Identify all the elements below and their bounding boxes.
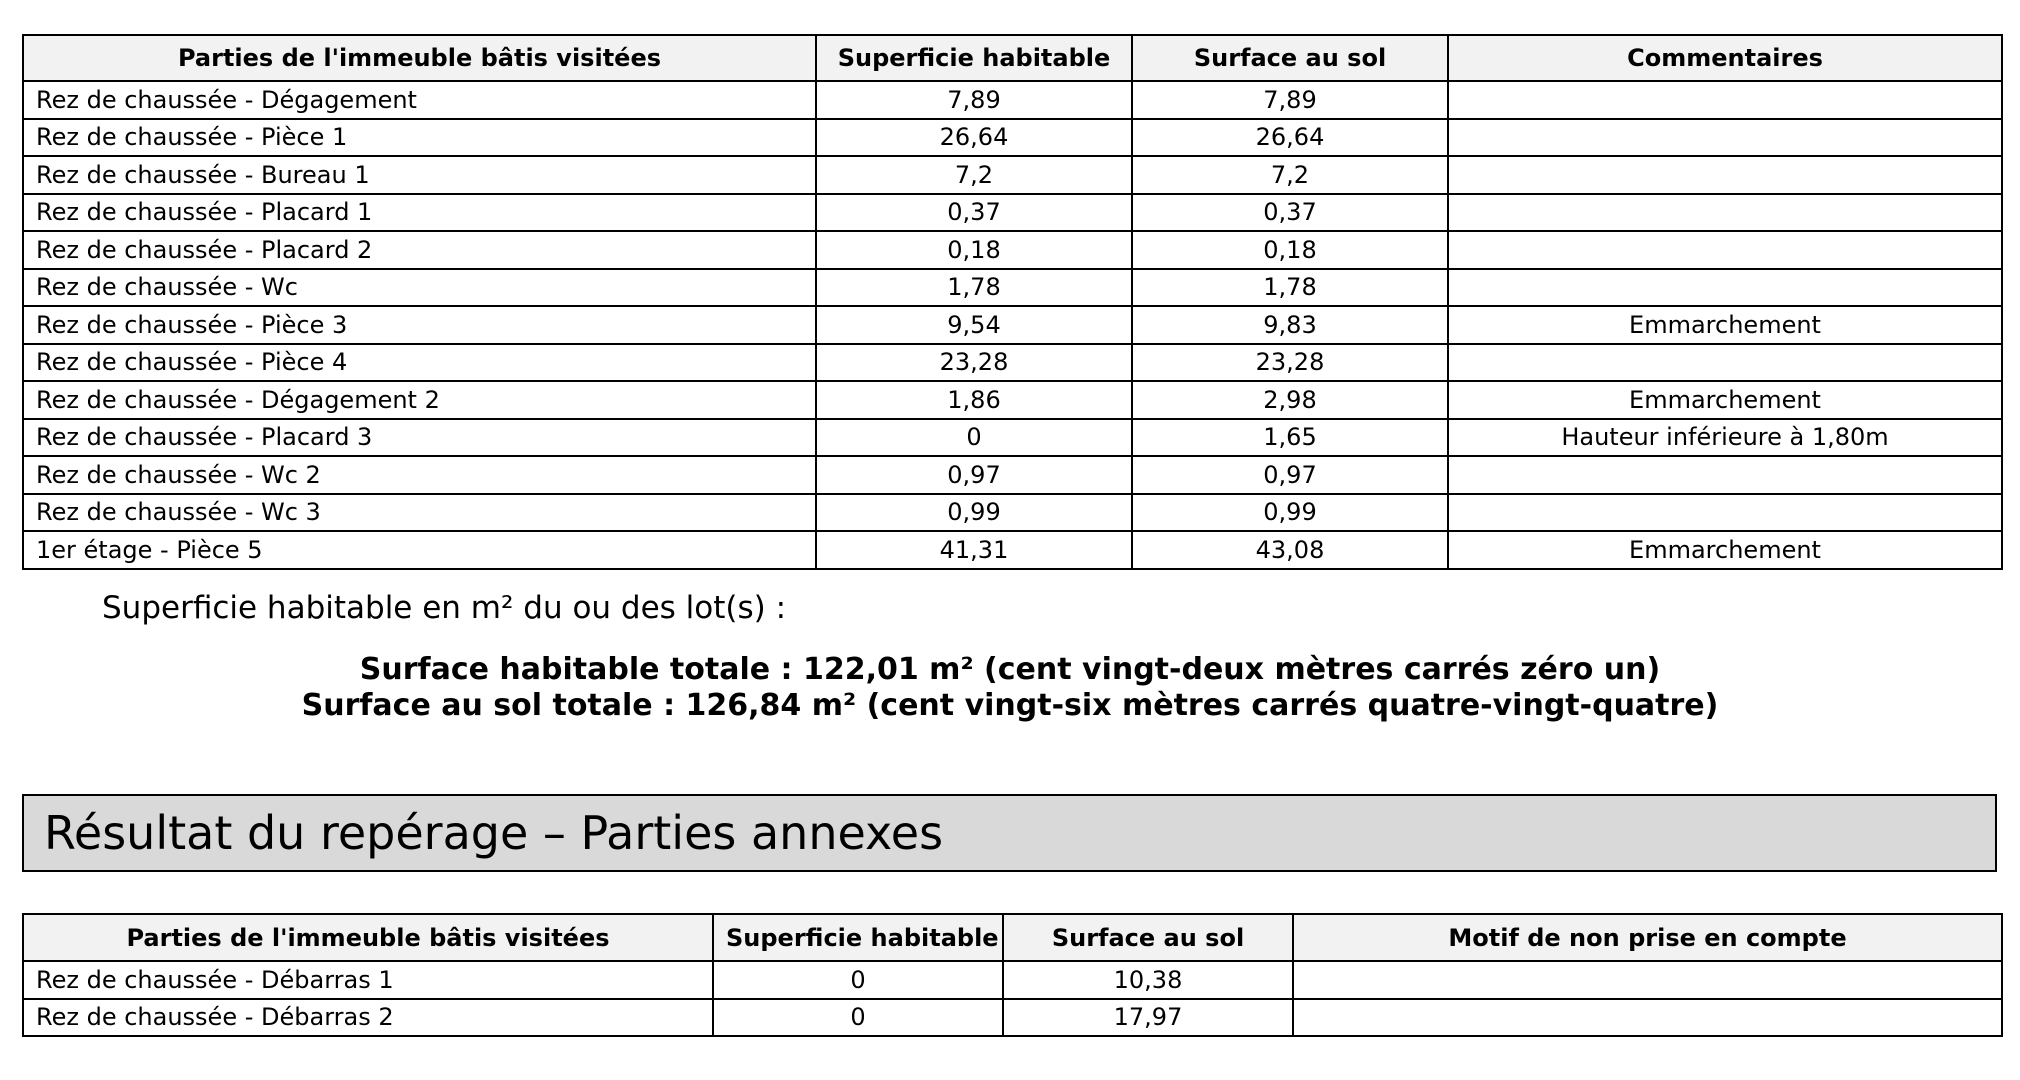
room-name-cell: Rez de chaussée - Bureau 1 [23,156,816,194]
habitable-area-cell: 1,86 [816,381,1132,419]
habitable-area-cell: 0 [816,419,1132,457]
table-row [23,999,2002,1037]
table-row [23,269,2002,307]
habitable-area-cell: 1,78 [816,269,1132,307]
table-row [23,81,2002,119]
habitable-area-cell: 0 [713,961,1003,999]
habitable-area-cell: 0,37 [816,194,1132,232]
floor-area-cell: 9,83 [1132,306,1448,344]
habitable-area-cell: 7,2 [816,156,1132,194]
comment-cell [1448,456,2002,494]
floor-area-cell: 7,89 [1132,81,1448,119]
floor-area-cell: 0,97 [1132,456,1448,494]
floor-area-cell: 23,28 [1132,344,1448,382]
room-name-cell: Rez de chaussée - Pièce 4 [23,344,816,382]
comment-cell [1448,156,2002,194]
habitable-area-cell: 23,28 [816,344,1132,382]
room-name-cell: Rez de chaussée - Pièce 3 [23,306,816,344]
room-name-cell: Rez de chaussée - Débarras 1 [23,961,713,999]
comment-cell: Hauteur inférieure à 1,80m [1448,419,2002,457]
habitable-area-cell: 26,64 [816,119,1132,157]
floor-area-cell: 0,99 [1132,494,1448,532]
room-name-cell: 1er étage - Pièce 5 [23,531,816,569]
column-header-parties: Parties de l'immeuble bâtis visitées [23,35,816,81]
floor-area-cell: 1,78 [1132,269,1448,307]
room-name-cell: Rez de chaussée - Placard 2 [23,231,816,269]
reason-cell [1293,999,2002,1037]
table-row [23,961,2002,999]
column-header-surface-sol: Surface au sol [1003,914,1293,961]
table-header-row [23,914,2002,961]
room-name-cell: Rez de chaussée - Wc 3 [23,494,816,532]
floor-area-cell: 0,37 [1132,194,1448,232]
habitable-surface-table [22,34,2003,570]
comment-cell [1448,269,2002,307]
table-row [23,194,2002,232]
room-name-cell: Rez de chaussée - Débarras 2 [23,999,713,1037]
floor-area-cell: 1,65 [1132,419,1448,457]
floor-area-cell: 10,38 [1003,961,1293,999]
column-header-superficie: Superficie habitable [713,914,1003,961]
table-header-row [23,35,2002,81]
table-row [23,306,2002,344]
habitable-area-cell: 7,89 [816,81,1132,119]
summary-label: Superficie habitable en m² du ou des lot(s) : [102,590,787,626]
annex-surface-table [22,913,2003,1037]
table-row [23,381,2002,419]
room-name-cell: Rez de chaussée - Placard 1 [23,194,816,232]
floor-area-cell: 7,2 [1132,156,1448,194]
column-header-parties: Parties de l'immeuble bâtis visitées [23,914,713,961]
comment-cell: Emmarchement [1448,306,2002,344]
floor-area-cell: 2,98 [1132,381,1448,419]
comment-cell [1448,494,2002,532]
comment-cell: Emmarchement [1448,381,2002,419]
table-row [23,344,2002,382]
comment-cell [1448,194,2002,232]
table-row [23,156,2002,194]
column-header-motif: Motif de non prise en compte [1293,914,2002,961]
column-header-surface-sol: Surface au sol [1132,35,1448,81]
floor-area-cell: 0,18 [1132,231,1448,269]
room-name-cell: Rez de chaussée - Placard 3 [23,419,816,457]
habitable-area-cell: 0,99 [816,494,1132,532]
reason-cell [1293,961,2002,999]
column-header-superficie: Superficie habitable [816,35,1132,81]
comment-cell [1448,231,2002,269]
total-floor-surface: Surface au sol totale : 126,84 m² (cent vingt-six mètres carrés quatre-vingt-quatre) [301,688,1719,723]
room-name-cell: Rez de chaussée - Pièce 1 [23,119,816,157]
annex-section-title: Résultat du repérage – Parties annexes [22,794,1997,872]
comment-cell [1448,344,2002,382]
column-header-commentaires: Commentaires [1448,35,2002,81]
table-row [23,494,2002,532]
comment-cell: Emmarchement [1448,531,2002,569]
table-row [23,531,2002,569]
floor-area-cell: 26,64 [1132,119,1448,157]
habitable-area-cell: 0 [713,999,1003,1037]
total-habitable-surface: Surface habitable totale : 122,01 m² (cent vingt-deux mètres carrés zéro un) [359,652,1661,687]
habitable-area-cell: 41,31 [816,531,1132,569]
room-name-cell: Rez de chaussée - Wc 2 [23,456,816,494]
table-row [23,119,2002,157]
floor-area-cell: 43,08 [1132,531,1448,569]
table-row [23,419,2002,457]
habitable-area-cell: 0,97 [816,456,1132,494]
comment-cell [1448,81,2002,119]
comment-cell [1448,119,2002,157]
room-name-cell: Rez de chaussée - Wc [23,269,816,307]
room-name-cell: Rez de chaussée - Dégagement 2 [23,381,816,419]
room-name-cell: Rez de chaussée - Dégagement [23,81,816,119]
habitable-area-cell: 9,54 [816,306,1132,344]
floor-area-cell: 17,97 [1003,999,1293,1037]
table-row [23,456,2002,494]
table-row [23,231,2002,269]
habitable-area-cell: 0,18 [816,231,1132,269]
